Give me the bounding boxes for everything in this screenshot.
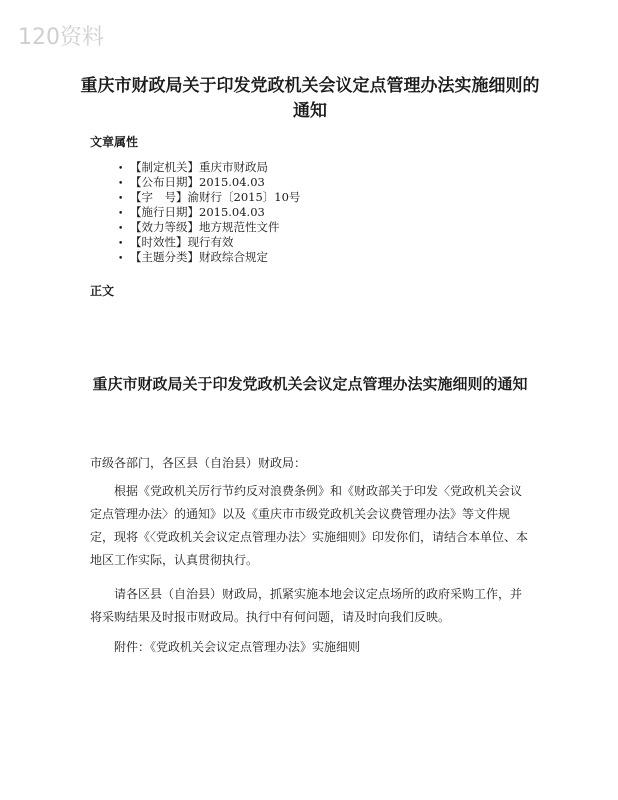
bullet-icon: • [118, 194, 124, 204]
attribute-item: • 【字 号】渝财行〔2015〕10号 [118, 190, 300, 205]
attribute-item: • 【制定机关】重庆市财政局 [118, 160, 300, 175]
watermark: 120资料 [18, 25, 104, 50]
bullet-icon: • [118, 254, 124, 264]
body-title: 重庆市财政局关于印发党政机关会议定点管理办法实施细则的通知 [92, 375, 528, 393]
bullet-icon: • [118, 164, 124, 174]
attribute-item: • 【施行日期】2015.04.03 [118, 205, 300, 220]
bullet-icon: • [118, 179, 124, 189]
attribute-item: • 【主题分类】财政综合规定 [118, 250, 300, 265]
body-heading: 正文 [90, 284, 115, 298]
body-paragraph: 根据《党政机关厉行节约反对浪费条例》和《财政部关于印发〈党政机关会议定点管理办法〉的通知》以及《重庆市市级党政机关会议费管理办法》等文件规定，现将《〈党政机关会议定点管理办法〉实施细则》印发你们，请结合本单位、本地区工作实际，认真贯彻执行。 [90, 484, 529, 567]
salutation: 市级各部门，各区县（自治县）财政局： [90, 456, 307, 470]
attribute-item: • 【公布日期】2015.04.03 [118, 175, 300, 190]
document-title: 重庆市财政局关于印发党政机关会议定点管理办法实施细则的通知 [80, 76, 540, 121]
attribute-item: • 【效力等级】地方规范性文件 [118, 220, 300, 235]
bullet-icon: • [118, 239, 124, 249]
attribute-item: • 【时效性】现行有效 [118, 235, 300, 250]
attributes-list [118, 160, 300, 265]
bullet-icon: • [118, 224, 124, 234]
body-paragraph: 请各区县（自治县）财政局，抓紧实施本地会议定点场所的政府采购工作，并将采购结果及时报市财政局。执行中有何问题，请及时向我们反映。 [90, 587, 523, 624]
attachment-line: 附件：《党政机关会议定点管理办法》实施细则 [114, 640, 361, 654]
bullet-icon: • [118, 209, 124, 219]
attributes-heading: 文章属性 [90, 135, 139, 149]
